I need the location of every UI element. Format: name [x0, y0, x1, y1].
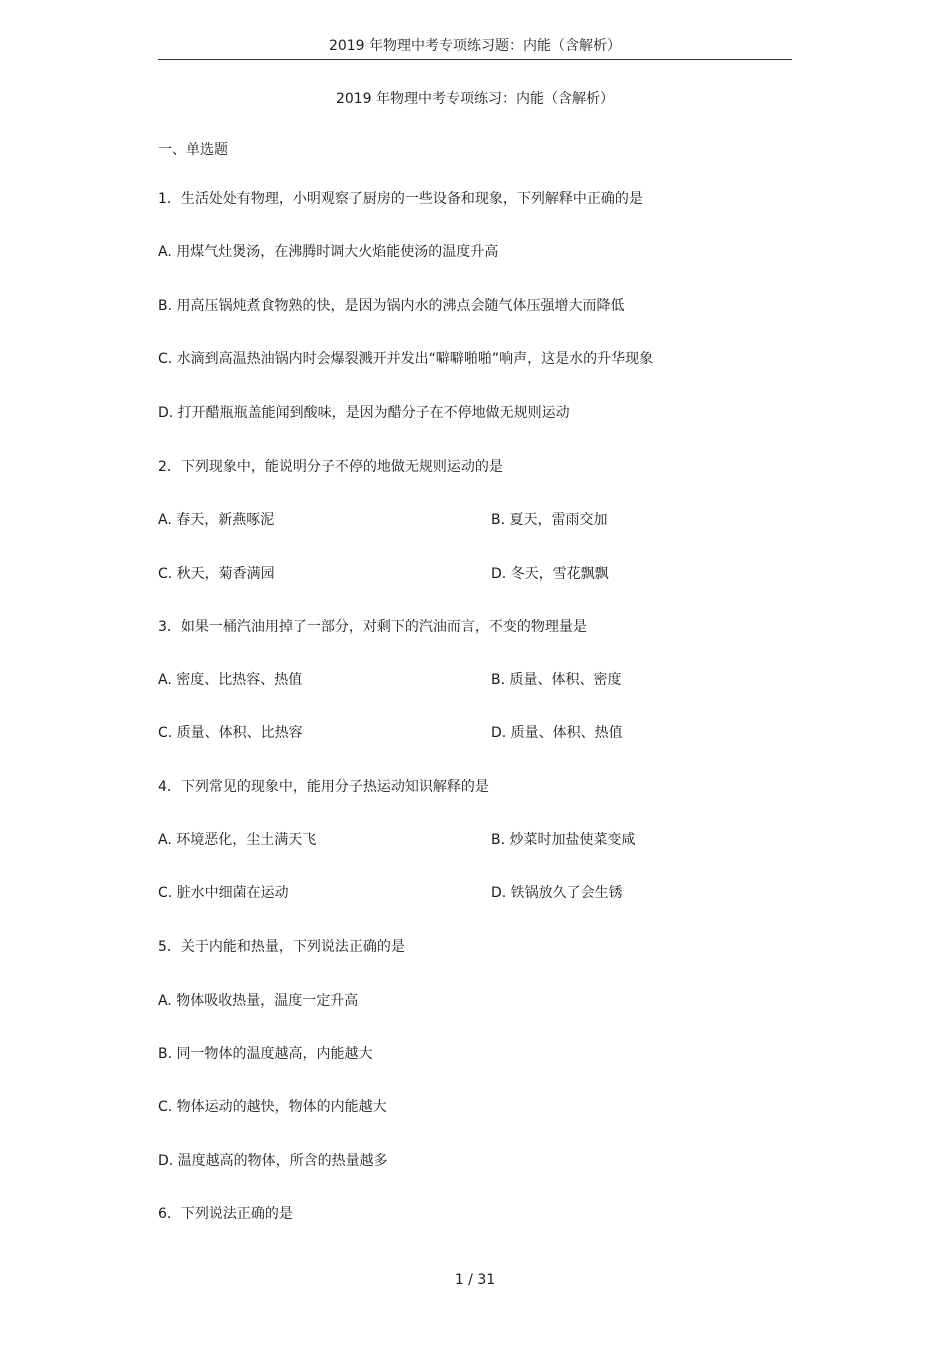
question-1-option-d: D. 打开醋瓶瓶盖能闻到酸味，是因为醋分子在不停地做无规则运动 [158, 405, 570, 421]
question-1-option-b: B. 用高压锅炖煮食物熟的快，是因为锅内水的沸点会随气体压强增大而降低 [158, 298, 625, 314]
question-2-stem: 2．下列现象中，能说明分子不停的地做无规则运动的是 [158, 459, 503, 475]
question-1-option-a: A. 用煤气灶煲汤，在沸腾时调大火焰能使汤的温度升高 [158, 244, 499, 260]
question-2-option-c: C. 秋天，菊香满园 [158, 566, 275, 582]
question-2-option-d: D. 冬天，雪花飘飘 [491, 566, 609, 582]
question-4-option-c: C. 脏水中细菌在运动 [158, 885, 289, 901]
question-1-stem: 1．生活处处有物理，小明观察了厨房的一些设备和现象，下列解释中正确的是 [158, 191, 643, 207]
page-header-title: 2019 年物理中考专项练习题：内能（含解析） [328, 38, 622, 54]
question-5-stem: 5．关于内能和热量，下列说法正确的是 [158, 939, 405, 955]
question-2-option-b: B. 夏天，雷雨交加 [491, 512, 608, 528]
question-4-option-d: D. 铁锅放久了会生锈 [491, 885, 623, 901]
page-header-rule [158, 59, 792, 60]
question-3-option-c: C. 质量、体积、比热容 [158, 725, 303, 741]
document-title: 2019 年物理中考专项练习：内能（含解析） [335, 91, 615, 107]
question-4-option-a: A. 环境恶化，尘土满天飞 [158, 832, 317, 848]
question-3-option-d: D. 质量、体积、热值 [491, 725, 623, 741]
section-heading: 一、单选题 [158, 142, 228, 158]
question-3-option-a: A. 密度、比热容、热值 [158, 672, 303, 688]
question-4-stem: 4．下列常见的现象中，能用分子热运动知识解释的是 [158, 779, 489, 795]
question-5-option-d: D. 温度越高的物体，所含的热量越多 [158, 1153, 388, 1169]
question-5-option-c: C. 物体运动的越快，物体的内能越大 [158, 1099, 387, 1115]
question-1-option-c: C. 水滴到高温热油锅内时会爆裂溅开并发出“噼噼啪啪”响声，这是水的升华现象 [158, 351, 654, 367]
question-5-option-a: A. 物体吸收热量，温度一定升高 [158, 993, 359, 1009]
question-4-option-b: B. 炒菜时加盐使菜变咸 [491, 832, 636, 848]
question-2-option-a: A. 春天，新燕啄泥 [158, 512, 275, 528]
question-3-stem: 3．如果一桶汽油用掉了一部分，对剩下的汽油而言，不变的物理量是 [158, 619, 587, 635]
page-number: 1 / 31 [454, 1272, 496, 1288]
question-6-stem: 6．下列说法正确的是 [158, 1206, 293, 1222]
question-5-option-b: B. 同一物体的温度越高，内能越大 [158, 1046, 373, 1062]
question-3-option-b: B. 质量、体积、密度 [491, 672, 622, 688]
